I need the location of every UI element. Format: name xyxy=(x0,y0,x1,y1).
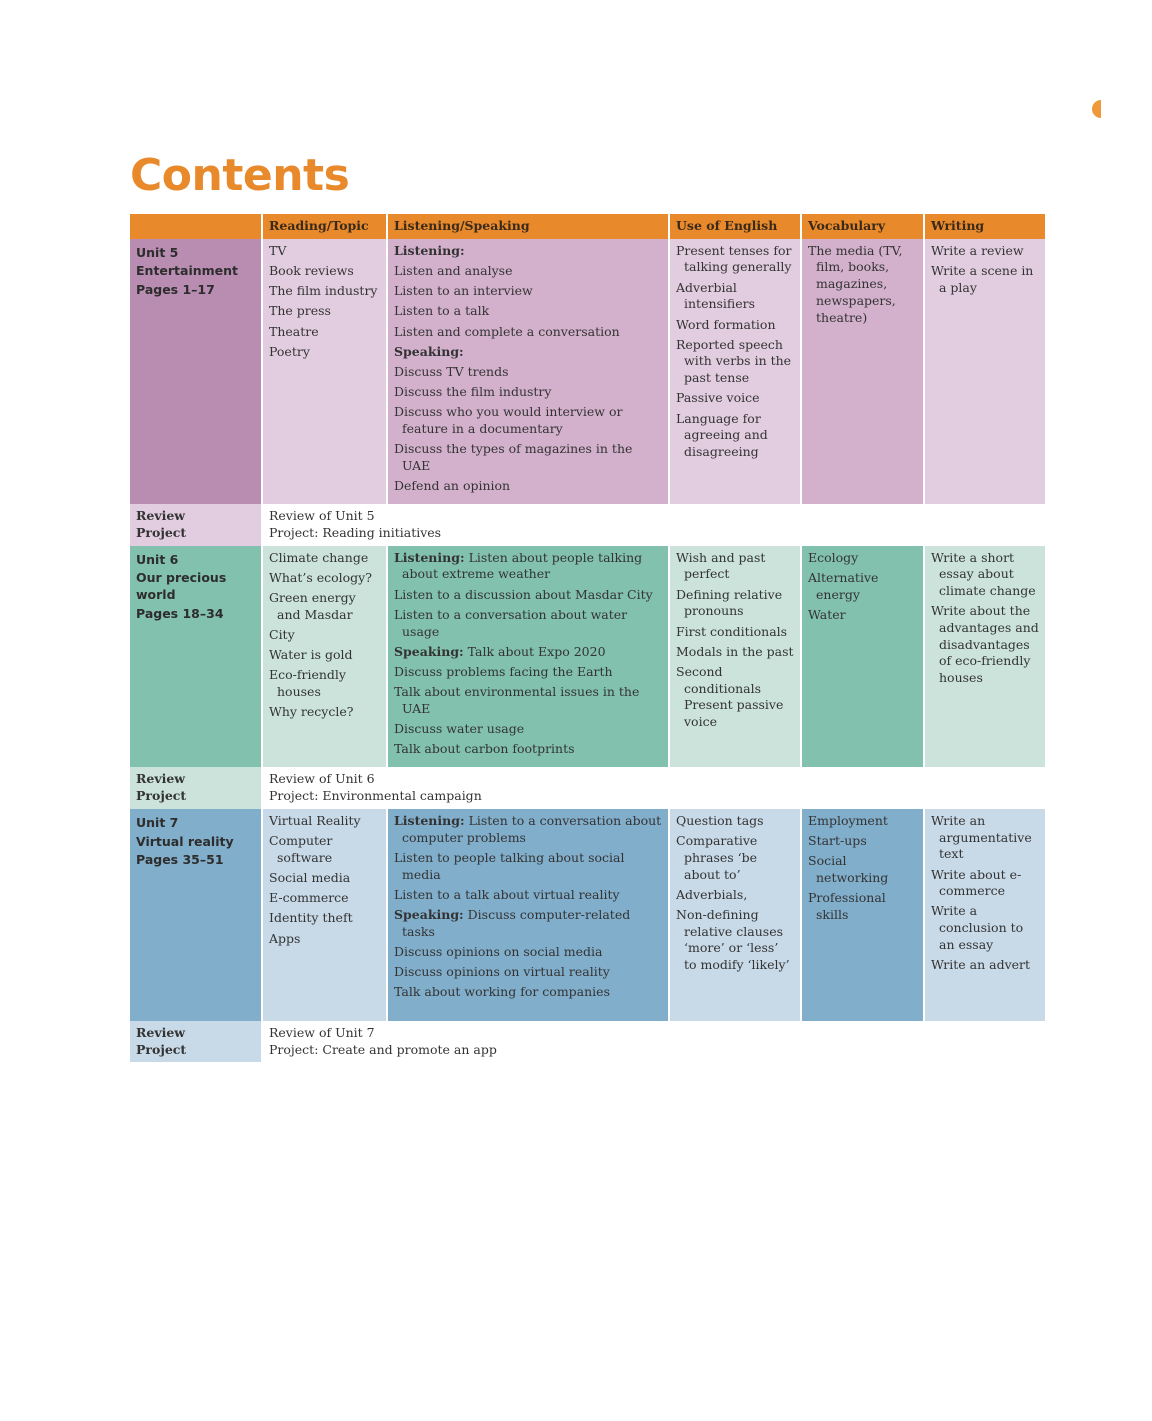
reading-cell xyxy=(263,546,386,768)
listening-item xyxy=(394,813,662,846)
review-label-text: Review xyxy=(136,1024,186,1040)
contents-table xyxy=(128,214,1047,1062)
unit-name: Entertainment xyxy=(136,263,239,279)
listening-item xyxy=(394,887,662,904)
header-vocabulary: Vocabulary xyxy=(802,214,923,239)
listening-heading: Listening: xyxy=(394,812,465,828)
listening-text: Listen to people talking about social media xyxy=(394,849,625,882)
listening-cell xyxy=(388,239,668,505)
listening-item xyxy=(394,344,662,361)
reading-cell xyxy=(263,809,386,1021)
vocabulary-item: The media (TV, film, books, magazines, newspapers, theatre) xyxy=(808,242,903,325)
english-item: Second conditionals Present passive voice xyxy=(676,663,784,730)
listening-item xyxy=(394,944,662,961)
english-item: Word formation xyxy=(676,316,776,332)
writing-cell xyxy=(925,239,1045,505)
unit-pages: Pages 18–34 xyxy=(136,605,224,621)
project-name: Project: Environmental campaign xyxy=(269,788,482,804)
unit-number: Unit 7 xyxy=(136,814,179,830)
listening-text: Listen about people talking about extreme weather xyxy=(402,549,643,582)
listening-item xyxy=(394,644,662,661)
review-label-text: Review xyxy=(136,508,186,524)
review-label-text: Review xyxy=(136,771,186,787)
listening-item xyxy=(394,607,662,640)
project-name: Project: Create and promote an app xyxy=(269,1041,497,1057)
writing-item: Write an argumentative text xyxy=(931,812,1032,862)
reading-item: The film industry xyxy=(269,283,378,299)
reading-item: Why recycle? xyxy=(269,704,354,720)
writing-cell xyxy=(925,546,1045,768)
english-item: First conditionals xyxy=(676,623,788,639)
english-item: Passive voice xyxy=(676,390,760,406)
reading-item: Theatre xyxy=(269,323,319,339)
listening-item xyxy=(394,384,662,401)
vocabulary-item: Employment xyxy=(808,812,888,828)
review-label xyxy=(130,1021,261,1062)
unit-number: Unit 6 xyxy=(136,551,179,567)
listening-text: Talk about working for companies xyxy=(394,984,610,1000)
unit-label xyxy=(130,809,261,1021)
listening-item xyxy=(394,684,662,717)
unit-row xyxy=(130,546,1045,768)
listening-text: Discuss the types of magazines in the UAE xyxy=(394,441,633,473)
english-item: Present tenses for talking generally xyxy=(676,242,792,275)
listening-text: Talk about environmental issues in the UAE xyxy=(394,684,640,716)
listening-text: Discuss opinions on social media xyxy=(394,943,603,959)
reading-cell xyxy=(263,239,386,505)
english-item: Defining relative pronouns xyxy=(676,586,783,619)
writing-item: Write an advert xyxy=(931,957,1031,973)
listening-item xyxy=(394,243,662,260)
listening-text: Talk about carbon footprints xyxy=(394,741,575,757)
listening-heading: Listening: xyxy=(394,549,465,565)
vocabulary-cell xyxy=(802,546,923,768)
listening-item xyxy=(394,404,662,437)
listening-text: Discuss water usage xyxy=(394,721,525,737)
page-title: Contents xyxy=(130,150,350,201)
listening-text: Discuss problems facing the Earth xyxy=(394,663,613,679)
listening-text: Discuss computer-related tasks xyxy=(402,906,631,939)
review-row xyxy=(130,1021,1045,1062)
listening-item xyxy=(394,907,662,940)
review-label xyxy=(130,767,261,808)
listening-text: Discuss who you would interview or feature in a documentary xyxy=(394,404,623,437)
project-label-text: Project xyxy=(136,525,187,541)
review-text xyxy=(263,1021,1045,1062)
unit-label xyxy=(130,239,261,505)
listening-text: Listen and analyse xyxy=(394,262,513,278)
listening-item xyxy=(394,741,662,758)
listening-item xyxy=(394,964,662,981)
vocabulary-item: Water xyxy=(808,606,846,622)
reading-item: Book reviews xyxy=(269,262,354,278)
english-item: Wish and past perfect xyxy=(676,549,766,582)
reading-item: Virtual Reality xyxy=(269,812,361,828)
listening-item xyxy=(394,263,662,280)
listening-text: Listen to a talk about virtual reality xyxy=(394,886,620,902)
listening-text: Listen to a conversation about water usage xyxy=(394,606,628,639)
reading-item: City xyxy=(269,627,295,643)
listening-text: Listen to a conversation about computer problems xyxy=(402,812,662,845)
writing-item: Write about the advantages and disadvantages of eco-friendly houses xyxy=(931,603,1039,686)
unit-name: Virtual reality xyxy=(136,833,234,849)
writing-item: Write a scene in a play xyxy=(931,262,1034,295)
listening-text: Discuss the film industry xyxy=(394,384,552,400)
listening-item xyxy=(394,364,662,381)
listening-item xyxy=(394,550,662,583)
listening-heading: Speaking: xyxy=(394,343,464,359)
reading-item: Poetry xyxy=(269,343,310,359)
vocabulary-cell xyxy=(802,239,923,505)
header-listening: Listening/Speaking xyxy=(388,214,668,239)
page-corner-marker xyxy=(1092,100,1110,118)
unit-pages: Pages 35–51 xyxy=(136,852,224,868)
vocabulary-item: Social networking xyxy=(808,853,889,885)
listening-text: Listen to a discussion about Masdar City xyxy=(394,586,653,602)
vocabulary-item: Start-ups xyxy=(808,833,867,849)
writing-item: Write about e-commerce xyxy=(931,866,1022,899)
header-reading: Reading/Topic xyxy=(263,214,386,239)
reading-item: Computer software xyxy=(269,833,333,865)
listening-item xyxy=(394,664,662,681)
vocabulary-item: Alternative energy xyxy=(808,569,879,602)
unit-pages: Pages 1–17 xyxy=(136,282,215,298)
listening-text: Listen and complete a conversation xyxy=(394,323,620,339)
unit-row xyxy=(130,809,1045,1021)
unit-row xyxy=(130,239,1045,505)
writing-cell xyxy=(925,809,1045,1021)
vocabulary-cell xyxy=(802,809,923,1021)
reading-item: Climate change xyxy=(269,549,369,565)
listening-item xyxy=(394,587,662,604)
listening-item xyxy=(394,850,662,883)
review-text xyxy=(263,504,1045,545)
listening-item xyxy=(394,303,662,320)
listening-item xyxy=(394,324,662,341)
listening-text: Discuss TV trends xyxy=(394,363,509,379)
listening-item xyxy=(394,283,662,300)
english-cell xyxy=(670,546,800,768)
english-item: Comparative phrases ‘be about to’ xyxy=(676,833,758,882)
reading-item: Water is gold xyxy=(269,647,353,663)
listening-text: Listen to an interview xyxy=(394,283,533,299)
header-writing: Writing xyxy=(925,214,1045,239)
english-item: Language for agreeing and disagreeing xyxy=(676,410,768,459)
listening-text: Talk about Expo 2020 xyxy=(463,643,606,659)
review-row xyxy=(130,504,1045,545)
english-cell xyxy=(670,809,800,1021)
header-blank xyxy=(130,214,261,239)
unit-name: Our precious world xyxy=(136,570,227,603)
reading-item: Eco-friendly houses xyxy=(269,667,346,700)
english-item: Adverbials, xyxy=(676,886,748,902)
review-text xyxy=(263,767,1045,808)
reading-item: The press xyxy=(269,303,331,319)
writing-item: Write a review xyxy=(931,242,1024,258)
unit-label xyxy=(130,546,261,768)
reading-item: Green energy and Masdar xyxy=(269,590,356,622)
reading-item: Identity theft xyxy=(269,910,353,926)
english-item: Reported speech with verbs in the past tense xyxy=(676,336,792,386)
review-of-unit: Review of Unit 7 xyxy=(269,1024,375,1040)
listening-heading: Listening: xyxy=(394,242,465,258)
english-item: Question tags xyxy=(676,812,764,828)
listening-item xyxy=(394,984,662,1001)
listening-cell xyxy=(388,809,668,1021)
project-label-text: Project xyxy=(136,1041,187,1057)
vocabulary-item: Professional skills xyxy=(808,890,886,922)
reading-item: Apps xyxy=(269,930,301,946)
review-row xyxy=(130,767,1045,808)
listening-item xyxy=(394,441,662,474)
reading-item: What’s ecology? xyxy=(269,569,372,585)
listening-heading: Speaking: xyxy=(394,906,464,922)
listening-cell xyxy=(388,546,668,768)
header-row xyxy=(130,214,1045,239)
header-english: Use of English xyxy=(670,214,800,239)
reading-item: TV xyxy=(269,242,287,258)
review-of-unit: Review of Unit 5 xyxy=(269,508,375,524)
vocabulary-item: Ecology xyxy=(808,549,859,565)
english-item: Adverbial intensifiers xyxy=(676,279,756,312)
listening-heading: Speaking: xyxy=(394,643,464,659)
listening-text: Discuss opinions on virtual reality xyxy=(394,964,610,980)
listening-item xyxy=(394,478,662,495)
writing-item: Write a short essay about climate change xyxy=(931,549,1036,599)
review-label xyxy=(130,504,261,545)
reading-item: E-commerce xyxy=(269,890,349,906)
project-name: Project: Reading initiatives xyxy=(269,525,442,541)
writing-item: Write a conclusion to an essay xyxy=(931,903,1024,952)
unit-number: Unit 5 xyxy=(136,244,179,260)
english-item: Modals in the past xyxy=(676,643,794,659)
english-cell xyxy=(670,239,800,505)
english-item: Non-defining relative clauses ‘more’ or ‘less’ to modify ‘likely’ xyxy=(676,906,790,973)
listening-item xyxy=(394,721,662,738)
project-label-text: Project xyxy=(136,788,187,804)
listening-text: Defend an opinion xyxy=(394,478,511,494)
review-of-unit: Review of Unit 6 xyxy=(269,771,375,787)
listening-text: Listen to a talk xyxy=(394,303,490,319)
reading-item: Social media xyxy=(269,870,351,885)
